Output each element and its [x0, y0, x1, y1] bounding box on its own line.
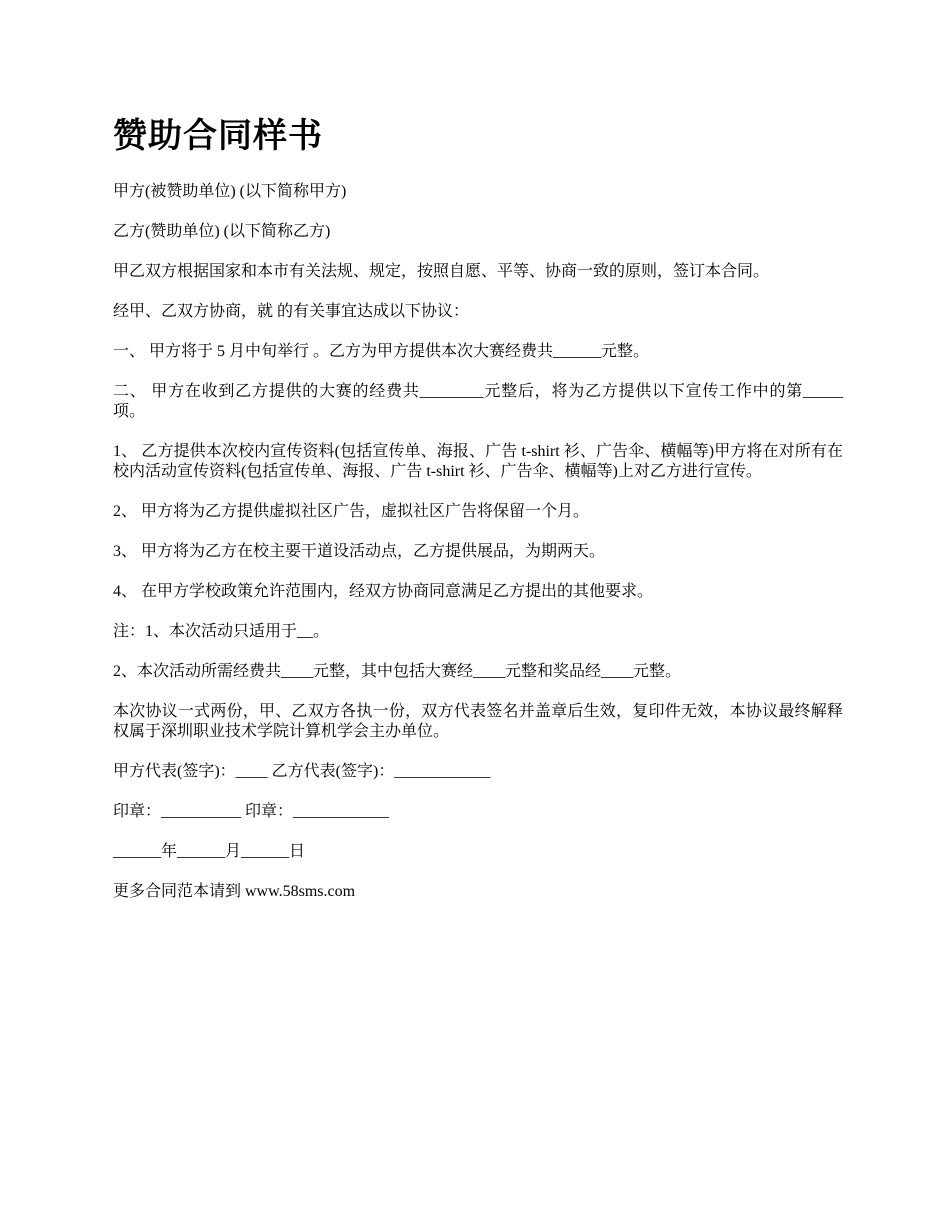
note-2: 2、本次活动所需经费共____元整，其中包括大赛经____元整和奖品经____元整。 — [113, 663, 682, 680]
promo-item-4: 4、 在甲方学校政策允许范围内，经双方协商同意满足乙方提出的其他要求。 — [113, 583, 654, 600]
document-page — [113, 112, 843, 922]
promo-item-3: 3、 甲方将为乙方在校主要干道设活动点，乙方提供展品，为期两天。 — [113, 543, 606, 560]
agreement-intro: 经甲、乙双方协商，就 的有关事宜达成以下协议： — [113, 303, 470, 320]
note-1: 注：1、本次活动只适用于__。 — [113, 623, 330, 640]
promo-item-2: 2、 甲方将为乙方提供虚拟社区广告，虚拟社区广告将保留一个月。 — [113, 503, 590, 520]
seal-line: 印章：__________ 印章：____________ — [113, 803, 390, 820]
date-line: ______年______月______日 — [113, 843, 306, 860]
party-b-line: 乙方(赞助单位) (以下简称乙方) — [113, 223, 331, 240]
signature-line: 甲方代表(签字)：____ 乙方代表(签字)：____________ — [113, 763, 491, 780]
clause-two: 二、 甲方在收到乙方提供的大赛的经费共________元整后，将为乙方提供以下宣传工作中的第_____项。 — [113, 383, 843, 420]
validity-paragraph: 本次协议一式两份，甲、乙双方各执一份，双方代表签名并盖章后生效，复印件无效，本协议最终解释权属于深圳职业技术学院计算机学会主办单位。 — [113, 703, 843, 740]
preamble-paragraph: 甲乙双方根据国家和本市有关法规、规定，按照自愿、平等、协商一致的原则，签订本合同。 — [113, 263, 770, 280]
party-a-line: 甲方(被赞助单位) (以下简称甲方) — [113, 183, 347, 200]
document-title: 赞助合同样书 — [113, 116, 323, 156]
promo-item-1: 1、 乙方提供本次校内宣传资料(包括宣传单、海报、广告 t-shirt 衫、广告伞、横幅等)甲方将在对所有在校内活动宣传资料(包括宣传单、海报、广告 t-shirt 衫、广告伞、横幅等)上对乙方进行宣传。 — [113, 443, 843, 480]
clause-one: 一、 甲方将于 5 月中旬举行 。乙方为甲方提供本次大赛经费共______元整。 — [113, 343, 650, 360]
footer-link-text: 更多合同范本请到 www.58sms.com — [113, 883, 356, 900]
